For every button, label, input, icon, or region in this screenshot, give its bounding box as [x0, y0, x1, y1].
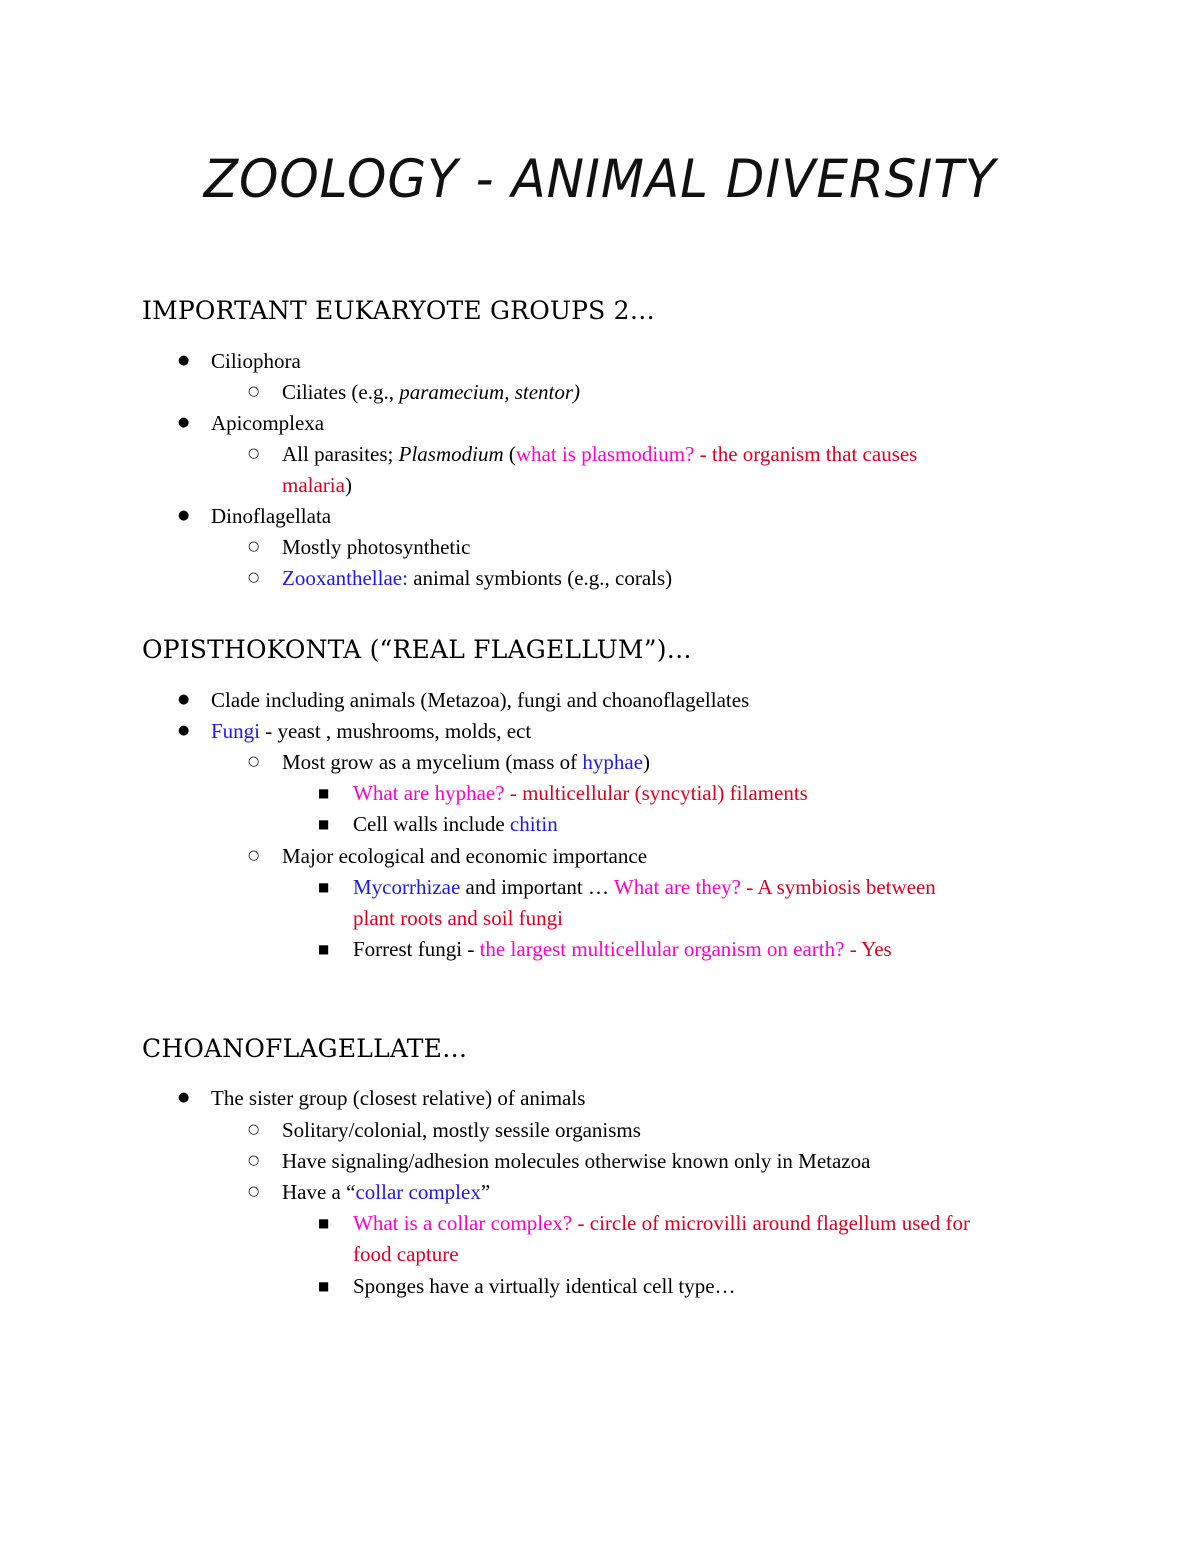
bullet-square	[318, 809, 329, 840]
section-heading-eukaryote-groups: IMPORTANT EUKARYOTE GROUPS 2…	[142, 296, 655, 325]
list-item: Dinoflagellata	[211, 504, 332, 528]
list-item: Mycorrhizae and important … What are they? - A symbiosis between	[353, 875, 936, 899]
list-item: What is a collar complex? - circle of microvilli around flagellum used for	[353, 1211, 970, 1235]
list-item: Have signaling/adhesion molecules otherwise known only in Metazoa	[282, 1149, 871, 1173]
list-item-continuation: food capture	[353, 1242, 459, 1266]
bullet-square	[318, 934, 329, 965]
list-item: Forrest fungi - the largest multicellular organism on earth? - Yes	[353, 937, 892, 961]
list-item-continuation: malaria)	[282, 473, 352, 497]
list-item: Fungi - yeast , mushrooms, molds, ect	[211, 719, 532, 743]
section-heading-choanoflagellate: CHOANOFLAGELLATE…	[142, 1034, 468, 1063]
bullet-square	[318, 872, 329, 903]
bullet-circle	[248, 377, 259, 407]
list-item: Ciliophora	[211, 349, 301, 373]
list-item: What are hyphae? - multicellular (syncytial) filaments	[353, 781, 808, 805]
list-item: Sponges have a virtually identical cell type…	[353, 1274, 736, 1298]
document-title: ZOOLOGY - ANIMAL DIVERSITY	[203, 148, 997, 210]
list-item: Apicomplexa	[211, 411, 325, 435]
list-item: Zooxanthellae: animal symbionts (e.g., corals)	[282, 566, 673, 590]
list-item: Mostly photosynthetic	[282, 535, 471, 559]
bullet-circle	[248, 841, 259, 871]
bullet-square	[318, 778, 329, 809]
bullet-circle	[248, 1177, 259, 1207]
list-item: Ciliates (e.g., paramecium, stentor)	[282, 380, 581, 404]
list-item: The sister group (closest relative) of animals	[211, 1086, 586, 1110]
bullet-circle	[248, 747, 259, 777]
bullet-disc	[178, 685, 189, 715]
bullet-square	[318, 1271, 329, 1302]
list-item: Solitary/colonial, mostly sessile organisms	[282, 1118, 641, 1142]
bullet-square	[318, 1208, 329, 1239]
bullet-circle	[248, 563, 259, 593]
list-item: Clade including animals (Metazoa), fungi and choanoflagellates	[211, 688, 750, 712]
list-item: Have a “collar complex”	[282, 1180, 491, 1204]
bullet-disc	[178, 1083, 189, 1113]
bullet-circle	[248, 532, 259, 562]
bullet-disc	[178, 408, 189, 438]
list-item-continuation: plant roots and soil fungi	[353, 906, 563, 930]
bullet-disc	[178, 716, 189, 746]
list-item: Cell walls include chitin	[353, 812, 558, 836]
bullet-disc	[178, 346, 189, 376]
list-item: Major ecological and economic importance	[282, 844, 648, 868]
list-item: Most grow as a mycelium (mass of hyphae)	[282, 750, 651, 774]
bullet-circle	[248, 1146, 259, 1176]
list-item: All parasites; Plasmodium (what is plasmodium? - the organism that causes	[282, 442, 918, 466]
bullet-disc	[178, 501, 189, 531]
bullet-circle	[248, 439, 259, 469]
bullet-circle	[248, 1115, 259, 1145]
section-heading-opisthokonta: OPISTHOKONTA (“REAL FLAGELLUM”)…	[142, 635, 692, 664]
